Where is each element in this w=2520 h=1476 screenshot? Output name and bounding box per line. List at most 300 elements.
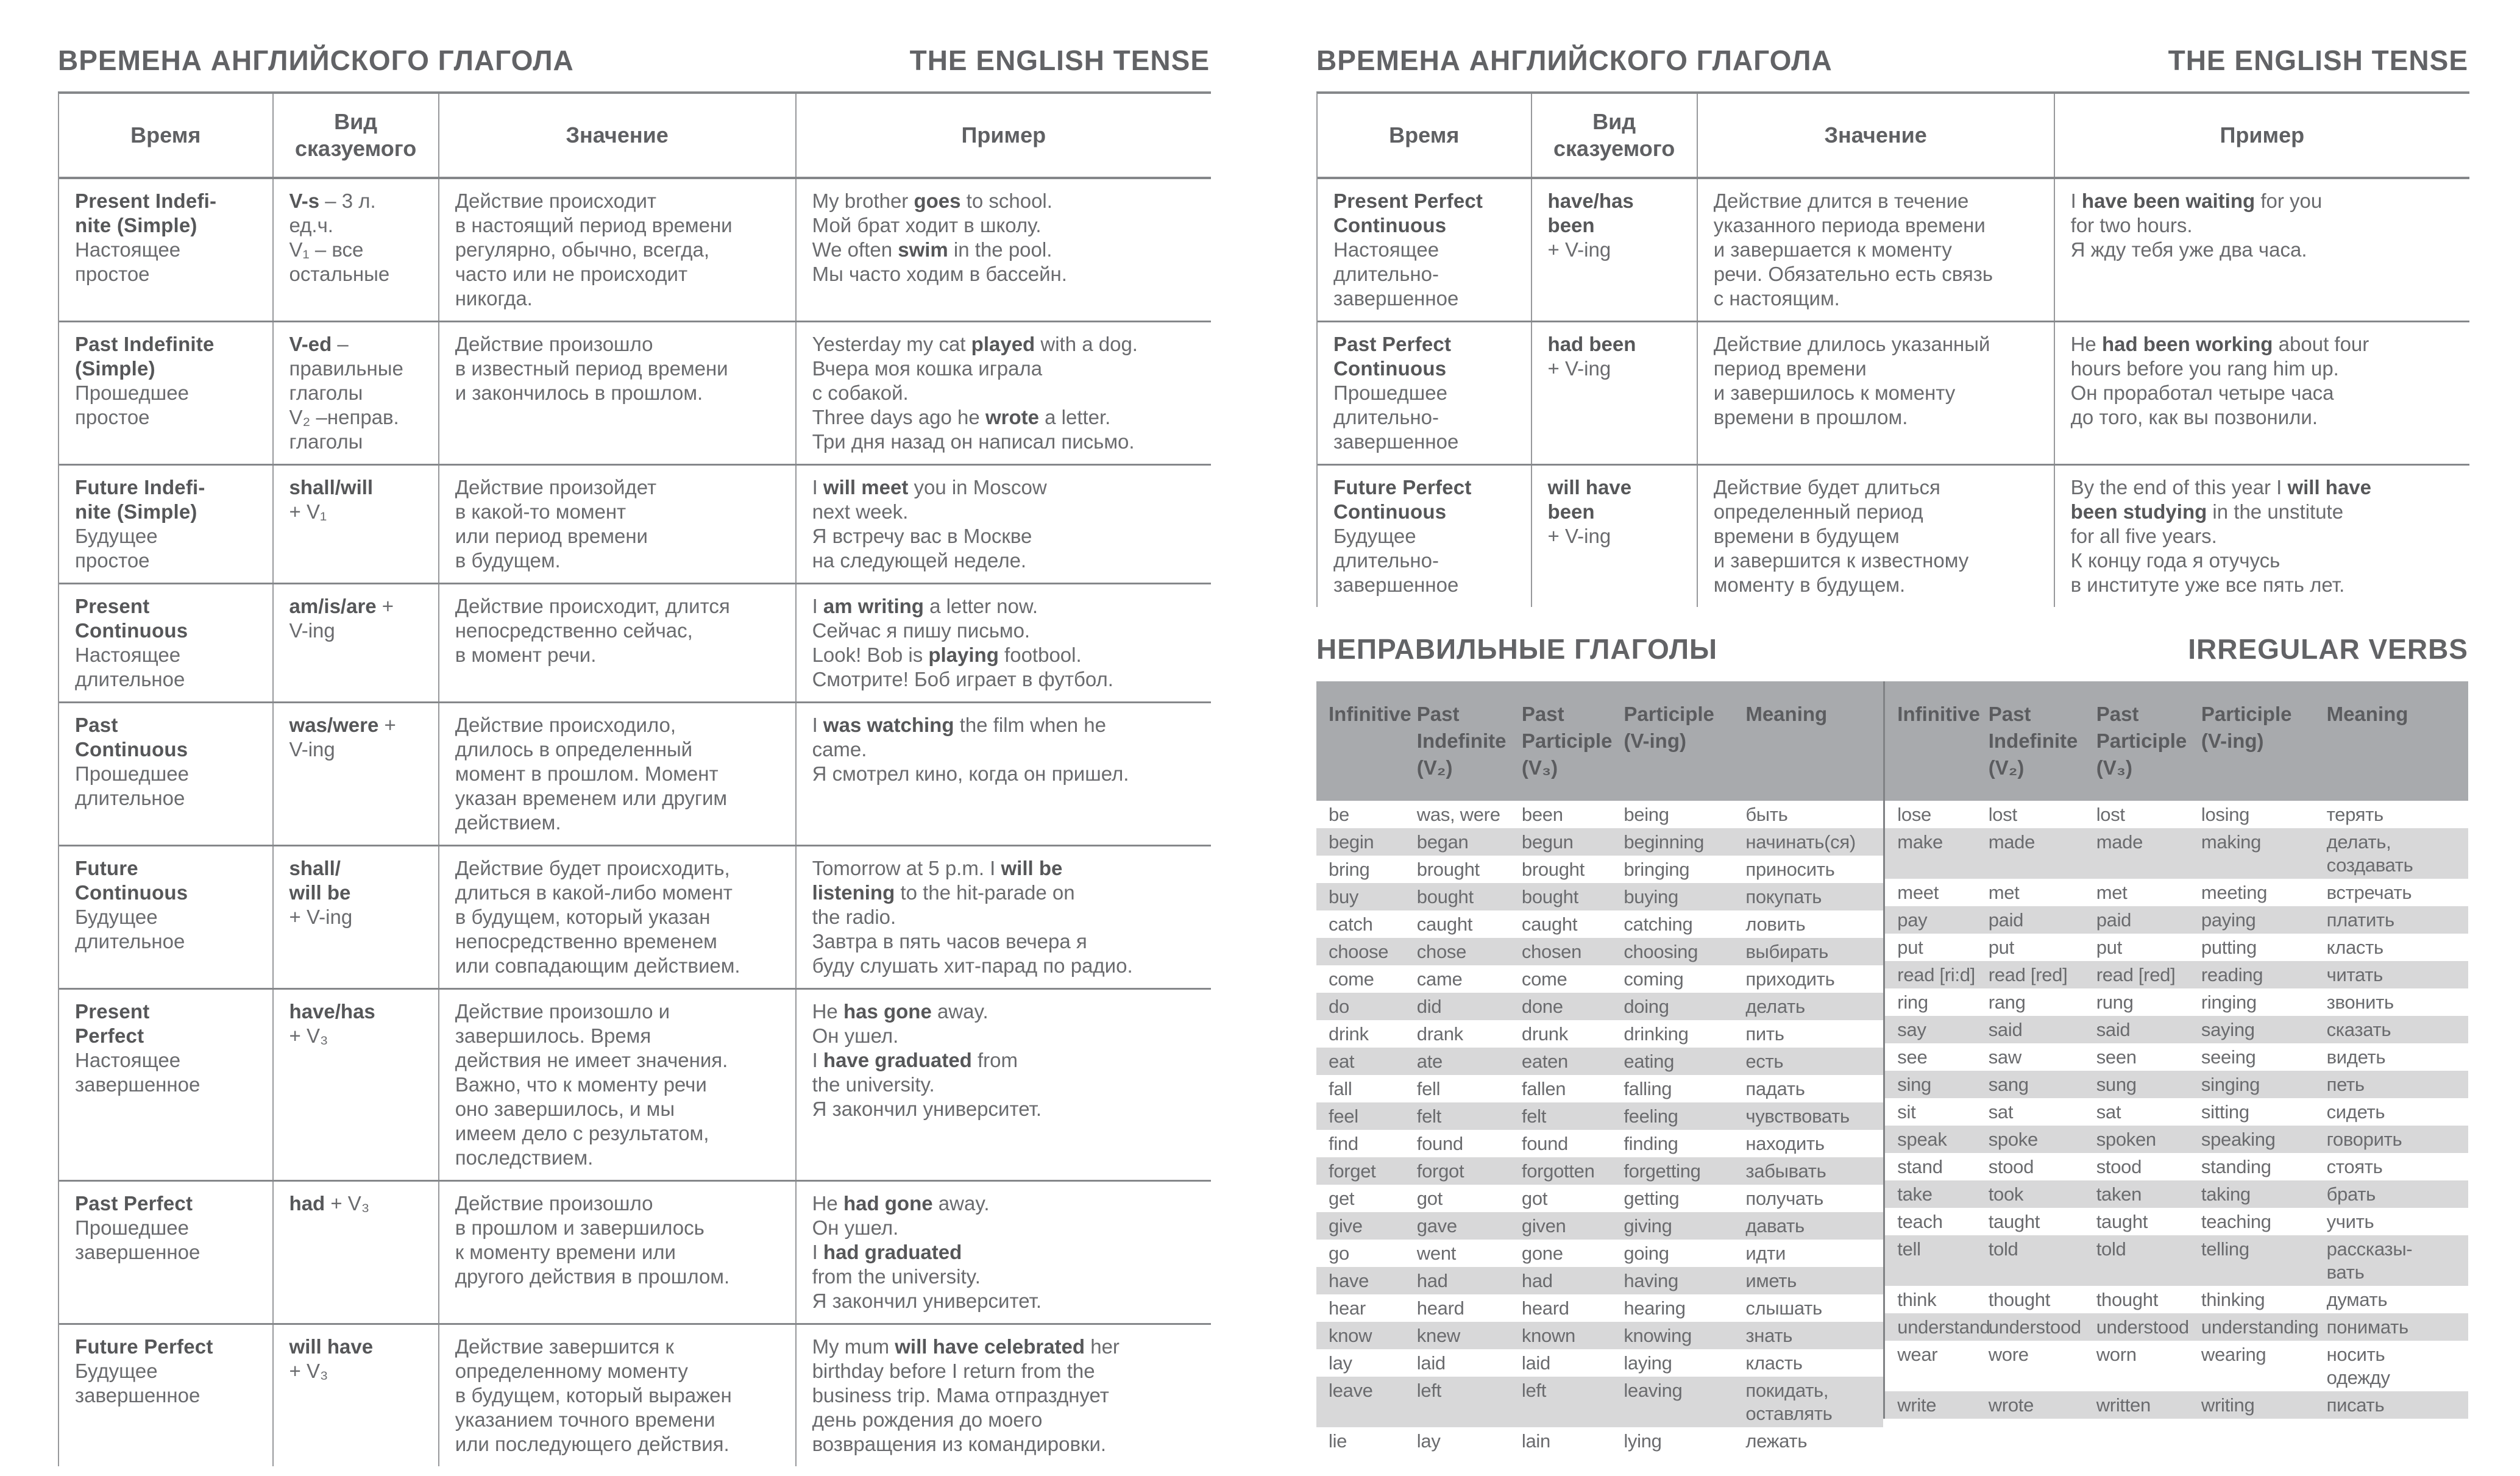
past-indefinite-cell: caught xyxy=(1416,914,1473,935)
infinitive-cell: get xyxy=(1329,1188,1355,1209)
past-indefinite-cell: began xyxy=(1416,831,1469,853)
verb-row xyxy=(1316,856,1883,883)
infinitive-cell: make xyxy=(1897,831,1943,853)
meaning-cell: класть xyxy=(2326,937,2383,958)
example-cell: Tomorrow at 5 p.m. I will be listening to the hit-parade on the radio. Завтра в пять часов вечера я буду слушать хит-парад по радио. xyxy=(812,857,1133,977)
example-cell: Yesterday my cat played with a dog. Вчера моя кошка играла с собакой. Three days ago he wrote a letter. Три дня назад он написал письмо. xyxy=(812,333,1138,453)
page-title-english: THE ENGLISH TENSE xyxy=(2168,44,2468,76)
infinitive-cell: speak xyxy=(1897,1129,1947,1150)
meaning-cell: сидеть xyxy=(2326,1101,2385,1123)
right-page-title xyxy=(1316,44,2468,77)
meaning-cell: получать xyxy=(1745,1188,1823,1209)
tense-rows-left xyxy=(59,179,1211,1466)
past-indefinite-cell: saw xyxy=(1988,1046,2021,1068)
past-participle-cell: begun xyxy=(1521,831,1574,853)
infinitive-cell: lose xyxy=(1897,804,1931,825)
verb-row xyxy=(1316,938,1883,965)
past-participle-cell: put xyxy=(2096,937,2122,958)
column-header-past-participle: Past Participle (V₃) xyxy=(1521,703,1613,779)
verb-row xyxy=(1885,1341,2468,1391)
meaning-cell: встречать xyxy=(2326,882,2412,903)
past-indefinite-cell: went xyxy=(1416,1243,1457,1264)
verb-row xyxy=(1885,1043,2468,1071)
past-indefinite-cell: put xyxy=(1988,937,2014,958)
past-indefinite-cell: came xyxy=(1416,968,1463,990)
participle-cell: singing xyxy=(2201,1074,2260,1095)
meaning-cell: начинать(ся) xyxy=(1745,831,1856,853)
verb-row xyxy=(1316,1130,1883,1157)
past-participle-cell: read [red] xyxy=(2096,964,2176,985)
meaning-cell: приходить xyxy=(1745,968,1835,990)
tense-name-cell: Future Perfect Будущее завершенное xyxy=(59,1325,274,1466)
past-indefinite-cell: had xyxy=(1416,1270,1448,1291)
verb-row xyxy=(1885,1098,2468,1126)
participle-cell: being xyxy=(1624,804,1669,825)
meaning-cell: покидать, оставлять xyxy=(1745,1380,1833,1424)
verb-row xyxy=(1316,1102,1883,1130)
past-participle-cell: sat xyxy=(2096,1101,2121,1123)
infinitive-cell: say xyxy=(1897,1019,1926,1040)
past-participle-cell: sung xyxy=(2096,1074,2137,1095)
column-header-meaning: Meaning xyxy=(2326,703,2408,725)
past-participle-cell: known xyxy=(1521,1325,1576,1346)
verb-row xyxy=(1316,1075,1883,1102)
verb-row xyxy=(1316,1427,1883,1455)
infinitive-cell: do xyxy=(1329,996,1349,1017)
tense-row xyxy=(59,1325,1211,1466)
column-header-past-participle: Past Participle (V₃) xyxy=(2096,703,2187,779)
verb-row xyxy=(1316,910,1883,938)
irregular-title-english: IRREGULAR VERBS xyxy=(2188,633,2468,665)
participle-cell: wearing xyxy=(2201,1344,2266,1365)
infinitive-cell: hear xyxy=(1329,1297,1366,1319)
meaning-cell: видеть xyxy=(2326,1046,2386,1068)
participle-cell: taking xyxy=(2201,1183,2251,1205)
past-indefinite-cell: found xyxy=(1416,1133,1463,1154)
column-header-form: Вид сказуемого xyxy=(274,94,439,177)
participle-cell: coming xyxy=(1624,968,1684,990)
past-participle-cell: worn xyxy=(2096,1344,2137,1365)
tense-name-cell: Present Continuous Настоящее длительное xyxy=(59,584,274,701)
infinitive-cell: begin xyxy=(1329,831,1374,853)
column-header-infinitive: Infinitive xyxy=(1897,703,1980,725)
participle-cell: ringing xyxy=(2201,992,2257,1013)
infinitive-cell: drink xyxy=(1329,1023,1369,1045)
verb-row xyxy=(1885,1016,2468,1043)
past-participle-cell: thought xyxy=(2096,1289,2159,1310)
verb-row xyxy=(1316,1157,1883,1185)
meaning-cell: учить xyxy=(2326,1211,2374,1232)
meaning-cell: Действие происходило, длилось в определенный момент в прошлом. Момент указан временем или другим действием. xyxy=(439,703,797,845)
irregular-verbs-title xyxy=(1316,633,2468,665)
meaning-cell: делать xyxy=(1745,996,1805,1017)
past-indefinite-cell: forgot xyxy=(1416,1160,1464,1182)
column-header-meaning: Meaning xyxy=(1745,703,1828,725)
infinitive-cell: understand xyxy=(1897,1316,1990,1338)
participle-cell: catching xyxy=(1624,914,1693,935)
verb-row xyxy=(1885,1071,2468,1098)
meaning-cell: сказать xyxy=(2326,1019,2391,1040)
past-participle-cell: understood xyxy=(2096,1316,2189,1338)
infinitive-cell: wear xyxy=(1897,1344,1938,1365)
past-indefinite-cell: laid xyxy=(1416,1352,1446,1374)
past-participle-cell: gone xyxy=(1521,1243,1563,1264)
infinitive-cell: give xyxy=(1329,1215,1363,1237)
meaning-cell: находить xyxy=(1745,1133,1825,1154)
verb-row xyxy=(1316,1020,1883,1048)
past-indefinite-cell: taught xyxy=(1988,1211,2040,1232)
past-participle-cell: left xyxy=(1521,1380,1547,1401)
past-indefinite-cell: did xyxy=(1416,996,1442,1017)
left-page-title xyxy=(58,44,1210,77)
participle-cell: putting xyxy=(2201,937,2257,958)
meaning-cell: Действие произойдет в какой-то момент или период времени в будущем. xyxy=(439,466,797,583)
verb-row xyxy=(1316,1377,1883,1427)
meaning-cell: слышать xyxy=(1745,1297,1822,1319)
past-indefinite-cell: knew xyxy=(1416,1325,1460,1346)
past-indefinite-cell: left xyxy=(1416,1380,1441,1401)
column-header-participle: Participle (V-ing) xyxy=(1624,703,1714,752)
past-participle-cell: brought xyxy=(1521,859,1585,880)
past-indefinite-cell: met xyxy=(1988,882,2020,903)
participle-cell: giving xyxy=(1624,1215,1672,1237)
past-indefinite-cell: heard xyxy=(1416,1297,1464,1319)
participle-cell: feeling xyxy=(1624,1105,1678,1127)
meaning-cell: покупать xyxy=(1745,886,1822,907)
participle-cell: thinking xyxy=(2201,1289,2265,1310)
past-participle-cell: said xyxy=(2096,1019,2131,1040)
participle-cell: teaching xyxy=(2201,1211,2271,1232)
infinitive-cell: forget xyxy=(1329,1160,1376,1182)
past-indefinite-cell: understood xyxy=(1988,1316,2081,1338)
irregular-verbs-group-2 xyxy=(1883,681,2468,1419)
example-cell: He has gone away. Он ушел. I have graduated from the university. Я закончил университет. xyxy=(812,1000,1042,1120)
verb-row xyxy=(1316,1185,1883,1212)
past-indefinite-cell: said xyxy=(1988,1019,2023,1040)
participle-cell: having xyxy=(1624,1270,1678,1291)
meaning-cell: носить одежду xyxy=(2326,1344,2390,1388)
verb-form-cell: will have + V₃ xyxy=(274,1325,439,1466)
infinitive-cell: catch xyxy=(1329,914,1373,935)
past-indefinite-cell: spoke xyxy=(1988,1129,2038,1150)
past-participle-cell: come xyxy=(1521,968,1567,990)
column-header-participle: Participle (V-ing) xyxy=(2201,703,2292,752)
participle-cell: forgetting xyxy=(1624,1160,1701,1182)
infinitive-cell: find xyxy=(1329,1133,1358,1154)
past-participle-cell: met xyxy=(2096,882,2128,903)
meaning-cell: рассказы- вать xyxy=(2326,1238,2413,1283)
example-cell: I have been waiting for you for two hours. Я жду тебя уже два часа. xyxy=(2070,190,2323,261)
past-indefinite-cell: lay xyxy=(1416,1430,1441,1452)
past-participle-cell: heard xyxy=(1521,1297,1569,1319)
past-indefinite-cell: rang xyxy=(1988,992,2026,1013)
infinitive-cell: lie xyxy=(1329,1430,1347,1452)
tense-row xyxy=(1318,322,2469,466)
infinitive-cell: ring xyxy=(1897,992,1928,1013)
meaning-cell: быть xyxy=(1745,804,1788,825)
tense-name-cell: Future Continuous Будущее длительное xyxy=(59,846,274,988)
irregular-title-russian: НЕПРАВИЛЬНЫЕ ГЛАГОЛЫ xyxy=(1316,633,1718,665)
tense-name-cell: Past Indefinite (Simple) Прошедшее простое xyxy=(59,322,274,464)
verb-form-cell: shall/will + V₁ xyxy=(274,466,439,583)
verb-form-cell: V-ed – правильные глаголы V₂ –неправ. глаголы xyxy=(274,322,439,464)
tense-row xyxy=(59,1182,1211,1325)
infinitive-cell: tell xyxy=(1897,1238,1921,1260)
column-header-past-indefinite: Past Indefinite (V₂) xyxy=(1988,703,2078,779)
meaning-cell: ловить xyxy=(1745,914,1806,935)
participle-cell: choosing xyxy=(1624,941,1698,962)
example-cell: I will meet you in Moscow next week. Я встречу вас в Москве на следующей неделе. xyxy=(812,476,1047,572)
tense-row xyxy=(59,322,1211,466)
past-participle-cell: written xyxy=(2096,1394,2151,1416)
page-title-russian: ВРЕМЕНА АНГЛИЙСКОГО ГЛАГОЛА xyxy=(58,44,574,76)
tense-name-cell: Present Indefi- nite (Simple) Настоящее простое xyxy=(59,179,274,321)
tense-name-cell: Present Perfect Continuous Настоящее длительно- завершенное xyxy=(1318,179,1532,321)
infinitive-cell: fall xyxy=(1329,1078,1352,1099)
past-indefinite-cell: read [red] xyxy=(1988,964,2068,985)
column-header-example: Пример xyxy=(2220,122,2305,147)
verb-row xyxy=(1885,801,2468,828)
participle-cell: reading xyxy=(2201,964,2263,985)
participle-cell: lying xyxy=(1624,1430,1662,1452)
meaning-cell: Действие произошло и завершилось. Время действия не имеет значения. Важно, что к моменту речи оно завершилось, и мы имеем дело с результатом, последствием. xyxy=(439,990,797,1180)
tense-row xyxy=(1318,179,2469,322)
meaning-cell: терять xyxy=(2326,804,2383,825)
meaning-cell: понимать xyxy=(2326,1316,2408,1338)
tense-row xyxy=(59,466,1211,584)
meaning-cell: выбирать xyxy=(1745,941,1828,962)
page-title-english: THE ENGLISH TENSE xyxy=(909,44,1210,76)
past-indefinite-cell: got xyxy=(1416,1188,1443,1209)
infinitive-cell: come xyxy=(1329,968,1374,990)
past-participle-cell: found xyxy=(1521,1133,1568,1154)
tense-row xyxy=(59,703,1211,846)
meaning-cell: давать xyxy=(1745,1215,1805,1237)
past-participle-cell: got xyxy=(1521,1188,1548,1209)
tense-name-cell: Future Indefi- nite (Simple) Будущее простое xyxy=(59,466,274,583)
infinitive-cell: buy xyxy=(1329,886,1359,907)
participle-cell: getting xyxy=(1624,1188,1680,1209)
meaning-cell: Действие будет длиться определенный период времени в будущем и завершится к известному моменту в будущем. xyxy=(1698,466,2055,607)
verb-row xyxy=(1316,1048,1883,1075)
column-header-infinitive: Infinitive xyxy=(1329,703,1411,725)
past-participle-cell: given xyxy=(1521,1215,1566,1237)
participle-cell: finding xyxy=(1624,1133,1678,1154)
infinitive-cell: go xyxy=(1329,1243,1349,1264)
meaning-cell: забывать xyxy=(1745,1160,1826,1182)
verb-row xyxy=(1316,1322,1883,1349)
meaning-cell: идти xyxy=(1745,1243,1786,1264)
tense-rows-right xyxy=(1318,179,2469,607)
tense-table-left xyxy=(58,91,1211,1466)
verb-row xyxy=(1316,965,1883,993)
past-participle-cell: paid xyxy=(2096,909,2132,931)
participle-cell: understanding xyxy=(2201,1316,2319,1338)
past-indefinite-cell: paid xyxy=(1988,909,2024,931)
infinitive-cell: feel xyxy=(1329,1105,1358,1127)
past-participle-cell: fallen xyxy=(1521,1078,1566,1099)
past-participle-cell: forgotten xyxy=(1521,1160,1595,1182)
column-header-meaning: Значение xyxy=(1698,94,2055,177)
verb-row xyxy=(1316,883,1883,910)
past-participle-cell: had xyxy=(1521,1270,1553,1291)
participle-cell: eating xyxy=(1624,1051,1675,1072)
verb-row xyxy=(1885,1235,2468,1286)
meaning-cell: писать xyxy=(2326,1394,2385,1416)
infinitive-cell: read [ri:d] xyxy=(1897,964,1975,985)
verb-form-cell: am/is/are + V-ing xyxy=(274,584,439,701)
example-cell: By the end of this year I will have been studying in the unstitute for all five years. К концу года я отучусь в институте уже все пять лет. xyxy=(2070,476,2372,596)
meaning-cell: лежать xyxy=(1745,1430,1808,1452)
infinitive-cell: pay xyxy=(1897,909,1928,931)
past-participle-cell: seen xyxy=(2096,1046,2137,1068)
meaning-cell: говорить xyxy=(2326,1129,2402,1150)
past-participle-cell: chosen xyxy=(1521,941,1582,962)
meaning-cell: знать xyxy=(1745,1325,1793,1346)
meaning-cell: Действие длилось указанный период времени и завершилось к моменту времени в прошлом. xyxy=(1698,322,2055,464)
past-participle-cell: lain xyxy=(1521,1430,1550,1452)
left-page xyxy=(58,44,1210,1466)
participle-cell: going xyxy=(1624,1243,1669,1264)
participle-cell: standing xyxy=(2201,1156,2271,1177)
tense-row xyxy=(1318,466,2469,607)
tense-table-header xyxy=(59,94,1211,179)
past-indefinite-cell: bought xyxy=(1416,886,1474,907)
past-indefinite-cell: told xyxy=(1988,1238,2018,1260)
verb-form-cell: have/has been + V-ing xyxy=(1532,179,1698,321)
past-indefinite-cell: was, were xyxy=(1416,804,1500,825)
infinitive-cell: eat xyxy=(1329,1051,1355,1072)
participle-cell: buying xyxy=(1624,886,1678,907)
irregular-rows-group-1 xyxy=(1316,801,1883,1455)
verb-row xyxy=(1885,961,2468,988)
past-indefinite-cell: fell xyxy=(1416,1078,1441,1099)
past-participle-cell: lost xyxy=(2096,804,2125,825)
tense-name-cell: Past Continuous Прошедшее длительное xyxy=(59,703,274,845)
meaning-cell: брать xyxy=(2326,1183,2376,1205)
tense-table-right xyxy=(1316,91,2469,607)
past-participle-cell: eaten xyxy=(1521,1051,1568,1072)
irregular-verbs-table xyxy=(1316,681,2468,1455)
tense-name-cell: Present Perfect Настоящее завершенное xyxy=(59,990,274,1180)
infinitive-cell: teach xyxy=(1897,1211,1943,1232)
meaning-cell: Действие будет происходить, длиться в какой-либо момент в будущем, который указан непосредственно временем или совпадающим действием. xyxy=(439,846,797,988)
verb-row xyxy=(1316,801,1883,828)
past-indefinite-cell: chose xyxy=(1416,941,1467,962)
participle-cell: telling xyxy=(2201,1238,2249,1260)
participle-cell: losing xyxy=(2201,804,2250,825)
example-cell: I am writing a letter now. Сейчас я пишу письмо. Look! Bob is playing footbool. Смотрите! Боб играет в футбол. xyxy=(812,595,1113,690)
past-participle-cell: laid xyxy=(1521,1352,1550,1374)
past-participle-cell: rung xyxy=(2096,992,2134,1013)
verb-row xyxy=(1316,1240,1883,1267)
meaning-cell: чувствовать xyxy=(1745,1105,1850,1127)
participle-cell: writing xyxy=(2201,1394,2255,1416)
verb-form-cell: have/has + V₃ xyxy=(274,990,439,1180)
participle-cell: leaving xyxy=(1624,1380,1683,1401)
verb-form-cell: will have been + V-ing xyxy=(1532,466,1698,607)
meaning-cell: Действие происходит в настоящий период времени регулярно, обычно, всегда, часто или не происходит никогда. xyxy=(439,179,797,321)
meaning-cell: класть xyxy=(1745,1352,1803,1374)
column-header-form: Вид сказуемого xyxy=(1532,94,1698,177)
participle-cell: meeting xyxy=(2201,882,2268,903)
verb-row xyxy=(1316,1212,1883,1240)
past-participle-cell: stood xyxy=(2096,1156,2142,1177)
verb-row xyxy=(1885,906,2468,934)
past-participle-cell: drunk xyxy=(1521,1023,1568,1045)
verb-row xyxy=(1316,1294,1883,1322)
infinitive-cell: be xyxy=(1329,804,1349,825)
infinitive-cell: know xyxy=(1329,1325,1372,1346)
past-indefinite-cell: took xyxy=(1988,1183,2024,1205)
verb-row xyxy=(1885,934,2468,961)
past-participle-cell: spoken xyxy=(2096,1129,2156,1150)
participle-cell: knowing xyxy=(1624,1325,1692,1346)
tense-row xyxy=(59,846,1211,990)
past-indefinite-cell: wrote xyxy=(1988,1394,2034,1416)
verb-row xyxy=(1885,1180,2468,1208)
past-participle-cell: done xyxy=(1521,996,1563,1017)
past-indefinite-cell: made xyxy=(1988,831,2036,853)
tense-row xyxy=(59,179,1211,322)
verb-row xyxy=(1316,1349,1883,1377)
meaning-cell: платить xyxy=(2326,909,2394,931)
example-cell: My brother goes to school. Мой брат ходит в школу. We often swim in the pool. Мы часто ходим в бассейн. xyxy=(812,190,1067,285)
tense-row xyxy=(59,584,1211,703)
column-header-tense: Время xyxy=(59,94,274,177)
tense-row xyxy=(59,990,1211,1182)
past-participle-cell: taught xyxy=(2096,1211,2148,1232)
irregular-header xyxy=(1316,681,1883,801)
column-header-example: Пример xyxy=(961,122,1046,147)
participle-cell: sitting xyxy=(2201,1101,2249,1123)
verb-row xyxy=(1885,1286,2468,1313)
verb-form-cell: had + V₃ xyxy=(274,1182,439,1323)
infinitive-cell: leave xyxy=(1329,1380,1373,1401)
infinitive-cell: have xyxy=(1329,1270,1369,1291)
verb-row xyxy=(1885,879,2468,906)
infinitive-cell: see xyxy=(1897,1046,1928,1068)
example-cell: He had been working about four hours before you rang him up. Он проработал четыре часа до того, как вы позвонили. xyxy=(2070,333,2369,428)
past-participle-cell: taken xyxy=(2096,1183,2142,1205)
meaning-cell: Действие завершится к определенному моменту в будущем, который выражен указанием точного времени или последующего действия. xyxy=(439,1325,797,1466)
participle-cell: falling xyxy=(1624,1078,1672,1099)
meaning-cell: Действие происходит, длится непосредственно сейчас, в момент речи. xyxy=(439,584,797,701)
infinitive-cell: sing xyxy=(1897,1074,1931,1095)
tense-name-cell: Past Perfect Continuous Прошедшее длительно- завершенное xyxy=(1318,322,1532,464)
past-participle-cell: made xyxy=(2096,831,2143,853)
meaning-cell: звонить xyxy=(2326,992,2394,1013)
past-indefinite-cell: sang xyxy=(1988,1074,2029,1095)
past-participle-cell: caught xyxy=(1521,914,1578,935)
past-participle-cell: felt xyxy=(1521,1105,1547,1127)
past-indefinite-cell: sat xyxy=(1988,1101,2014,1123)
tense-table-header xyxy=(1318,94,2469,179)
column-header-past-indefinite: Past Indefinite (V₂) xyxy=(1416,703,1507,779)
meaning-cell: пить xyxy=(1745,1023,1784,1045)
meaning-cell: иметь xyxy=(1745,1270,1797,1291)
verb-row xyxy=(1885,1153,2468,1180)
meaning-cell: Действие произошло в известный период времени и закончилось в прошлом. xyxy=(439,322,797,464)
participle-cell: making xyxy=(2201,831,2262,853)
meaning-cell: приносить xyxy=(1745,859,1835,880)
past-indefinite-cell: thought xyxy=(1988,1289,2051,1310)
tense-name-cell: Past Perfect Прошедшее завершенное xyxy=(59,1182,274,1323)
meaning-cell: стоять xyxy=(2326,1156,2383,1177)
infinitive-cell: meet xyxy=(1897,882,1939,903)
participle-cell: speaking xyxy=(2201,1129,2276,1150)
right-page xyxy=(1316,44,2468,1455)
